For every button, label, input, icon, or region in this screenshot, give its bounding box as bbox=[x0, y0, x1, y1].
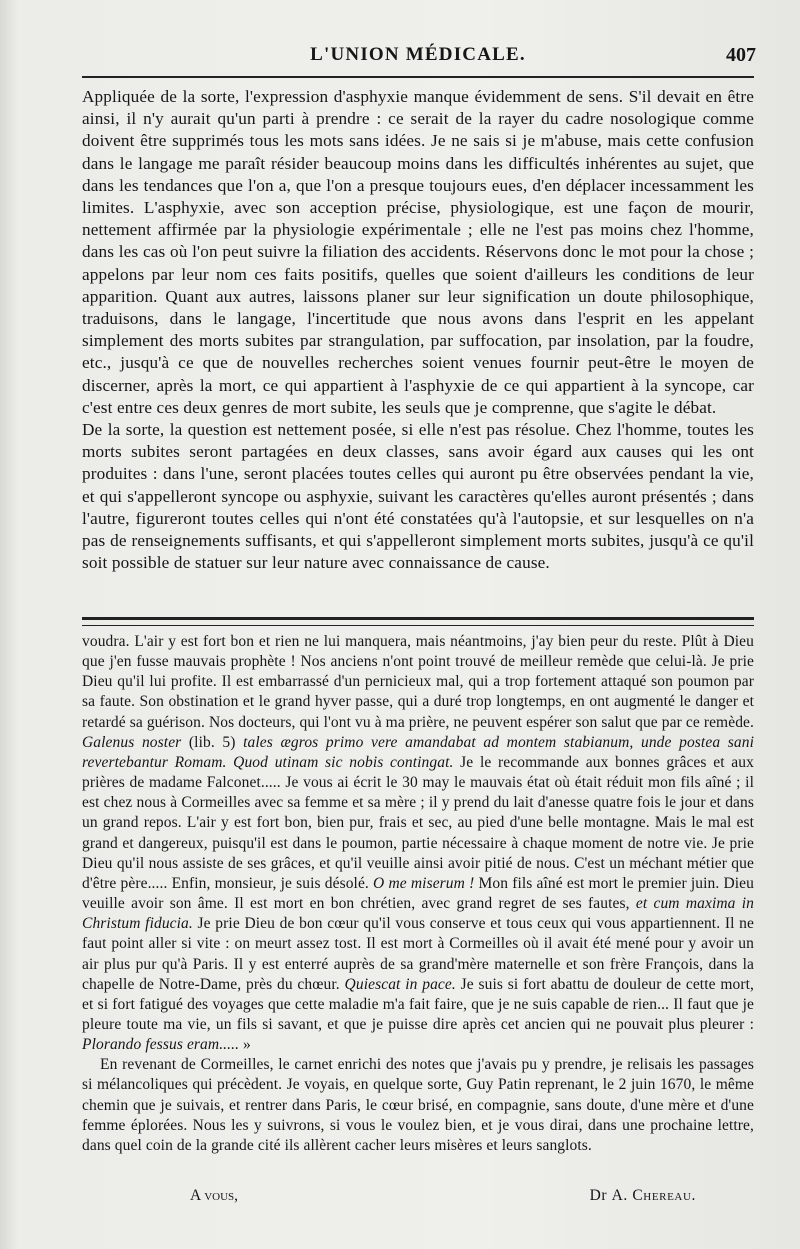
text-run: Je le recommande aux bonnes grâces et aux prières de madame Falconet..... Je vous ai écrit le 30 may le mauvais état où était réduit mon fils aîné ; il est chez nous à Cormeilles avec sa femme et sa mère ; il y prend du lait d'anesse quatre fois le jour et dans un grand repos. L'air y est fort bon, bien pur, frais et sec, au pied d'une belle montagne. Mais le mal est grand et dangereux, puisqu'il est dans le poumon, partie nécessaire à chaque moment de notre vie. Je prie Dieu qu'il nous assiste de ses grâces, et qu'il veuille ainsi avoir pitié de nous. C'est un méchant métier que d'être père..... Enfin, monsieur, je suis désolé. bbox=[82, 753, 754, 892]
page-number: 407 bbox=[726, 44, 756, 66]
latin-quote: Galenus noster bbox=[82, 733, 182, 751]
signature-line bbox=[82, 1187, 754, 1211]
feuilleton-separator bbox=[82, 617, 754, 626]
feuilleton-body bbox=[82, 632, 754, 1156]
author-signature bbox=[590, 1187, 696, 1205]
text-run: Je prie Dieu de bon cœur qu'il vous conserve et tous ceux qui vous appartiennent. Il ne faut point aller si vite : on meurt assez tost. Il est mort à Cormeilles où il avait été mené pour y avoir un air plus pur qu'à Paris. Il y est enterré auprès de sa grand'mère maternelle et son frère François, dans la chapelle de Notre-Dame, près du chœur. bbox=[82, 915, 754, 993]
article-paragraph-2: De la sorte, la question est nettement posée, si elle n'est pas résolue. Chez l'homme, toutes les morts subites seront partagées en deux classes, sans avoir égard aux causes qui les ont produites : dans l'une, seront placées toutes celles qui auront pu être observées pendant la vie, et qui s'appelleront syncope ou asphyxie, suivant les caractères qu'elles auront présentés ; dans l'autre, figureront toutes celles qui n'ont été constatées qu'à l'autopsie, et sur lesquelles on n'a pas de renseignements suffisants, et qui s'appelleront simplement morts subites, jusqu'à ce qu'il soit possible de statuer sur leur nature avec connaissance de cause. bbox=[82, 420, 754, 573]
closing-salutation: A vous, bbox=[190, 1187, 239, 1204]
author-title: Dr bbox=[589, 1187, 608, 1204]
text-run: (lib. 5) bbox=[181, 733, 244, 751]
feuilleton-paragraph-2: En revenant de Cormeilles, le carnet enrichi des notes que j'avais pu y prendre, je relisais les passages si mélancoliques qui précèdent. Je voyais, en quelque sorte, Guy Patin reprenant, le 2 juin 1670, le même chemin que je suivais, et rentrer dans Paris, le cœur brisé, en compagnie, sans doute, d'une mère et d'une femme éplorées. Nous les y suivrons, si vous le voulez bien, et je vous dirai, dans une prochaine lettre, dans quel coin de la grande cité ils allèrent cacher leurs misères et leurs sanglots. bbox=[82, 1056, 754, 1154]
author-name: A. Chereau. bbox=[611, 1187, 696, 1204]
header-rule bbox=[82, 76, 754, 78]
latin-quote: Quiescat in pace. bbox=[344, 975, 456, 993]
latin-quote: Plorando fessus eram..... bbox=[82, 1036, 240, 1054]
latin-quote: tales ægros primo vere amandabat ad montem stabianum, unde postea sani revertebantur Romam. Quod utinam sic nobis contingat. bbox=[82, 733, 755, 771]
text-run: Mon fils aîné est mort le premier juin. Dieu veuille avoir son âme. Il est mort en bon chrétien, avec grand regret de ses fautes, bbox=[82, 874, 754, 913]
text-run: voudra. L'air y est fort bon et rien ne lui manquera, mais néantmoins, j'ay bien peur du reste. Plût à Dieu que j'en fusse mauvais prophète ! Nos anciens n'ont point trouvé de meilleur remède que celui-là. Je prie Dieu qu'il lui profite. Il est embarrassé d'un pernicieux mal, qui a trop fortement attaqué son poumon par sa faute. Son obstination et le grand hyver passe, qui a duré trop longtemps, en ont augmenté le danger et retardé sa guérison. Nos docteurs, qui l'ont vu à ma prière, ne peuvent espérer son salut que par ce remède. bbox=[82, 633, 754, 731]
page-header bbox=[80, 40, 756, 70]
text-run: Je suis si fort abattu de douleur de cette mort, et si fort fatigué des voyages que cette maladie m'a fait faire, que je ne suis capable de rien... Il faut que je pleure toute ma vie, un fils si savant, et que je puisse dire après cet ancien qui ne pouvait plus pleurer : bbox=[82, 975, 754, 1033]
latin-quote: O me miserum ! bbox=[373, 874, 475, 892]
latin-quote: et cum maxima in Christum fiducia. bbox=[82, 895, 754, 933]
article-paragraph-1: Appliquée de la sorte, l'expression d'asphyxie manque évidemment de sens. S'il devait en être ainsi, il n'y aurait qu'un parti à prendre : ce serait de la rayer du cadre nosologique comme doivent être supprimés tous les mots sans idées. Je ne sais si je m'abuse, mais cette confusion dans le langage me paraît résider beaucoup moins dans les difficultés inhérentes au sujet, que dans les tendances que l'on a, que l'on a presque toujours eues, d'en déplacer incessamment les limites. L'asphyxie, avec son acception précise, physiologique, est une façon de mourir, nettement affirmée par la physiologie expérimentale ; elle ne l'est pas moins chez l'homme, dans les cas où l'on peut suivre la filiation des accidents. Réservons donc le mot pour la chose ; appelons par leur nom ces faits positifs, quelles que soient d'ailleurs les conditions de leur apparition. Quant aux autres, laissons planer sur leur signification un doute philosophique, traduisons, dans le langage, l'incertitude que nous avons dans l'esprit en les appelant simplement des morts subites par strangulation, par suffocation, par insolation, par la foudre, etc., jusqu'à ce que de nouvelles recherches soient venues fournir peut-être le moyen de discerner, après la mort, ce qui appartient à l'asphyxie de ce qui appartient à la syncope, car c'est entre ces deux genres de mort subite, les seuls que je comprenne, que s'agite le débat. bbox=[82, 87, 754, 417]
text-run: » bbox=[239, 1036, 251, 1054]
feuilleton-paragraph-1 bbox=[82, 632, 754, 1055]
article-body bbox=[82, 86, 754, 574]
running-head: L'UNION MÉDICALE. bbox=[310, 44, 526, 65]
